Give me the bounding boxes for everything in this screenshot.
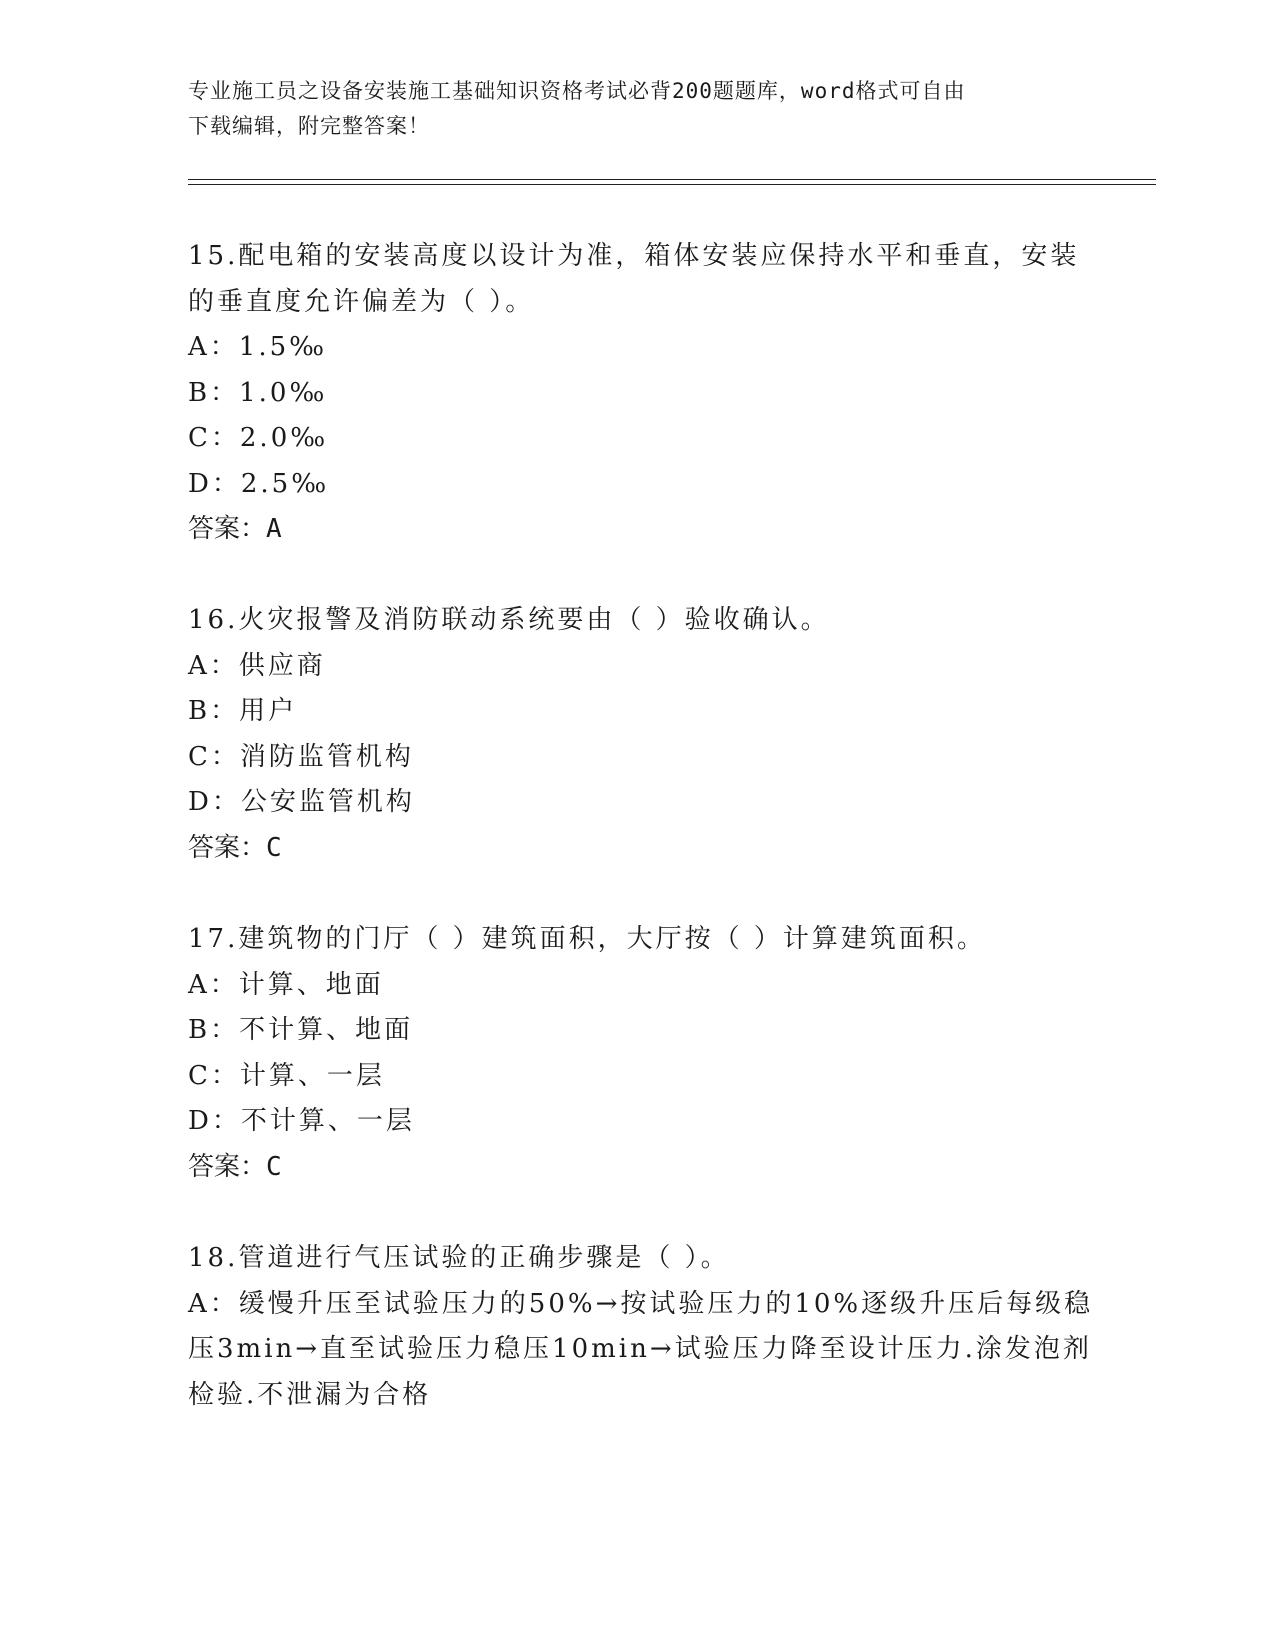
question-16 (188, 598, 1088, 871)
option-a-line: 检验.不泄漏为合格 (188, 1379, 432, 1410)
question-17 (188, 917, 1088, 1190)
document-header (188, 74, 1088, 144)
header-divider-bottom (188, 184, 1156, 185)
option-d: D：不计算、一层 (188, 1106, 415, 1136)
answer-label: 答案：C (188, 832, 282, 863)
option-c: C：2.0‰ (188, 423, 329, 453)
option-a: A：供应商 (188, 650, 326, 681)
option-a: A：计算、地面 (188, 969, 384, 1000)
option-b: B：1.0‰ (188, 377, 328, 408)
answer-label: 答案：A (188, 514, 282, 544)
option-b: B：不计算、地面 (188, 1015, 414, 1045)
header-divider-top (188, 179, 1156, 180)
option-b: B：用户 (188, 696, 298, 726)
question-stem-line: 18.管道进行气压试验的正确步骤是（ ）。 (188, 1243, 730, 1273)
question-15 (188, 234, 1088, 553)
header-line-1: 专业施工员之设备安装施工基础知识资格考试必背200题题库，word格式可自由 (188, 79, 966, 103)
header-line-2: 下载编辑，附完整答案！ (188, 114, 430, 138)
question-stem-line: 17.建筑物的门厅（ ）建筑面积，大厅按（ ）计算建筑面积。 (188, 924, 986, 954)
question-18 (188, 1236, 1094, 1418)
option-a-line: 压3min→直至试验压力稳压10min→试验压力降至设计压力.涂发泡剂 (188, 1334, 1092, 1364)
option-a-line: A：缓慢升压至试验压力的50%→按试验压力的10%逐级升压后每级稳 (188, 1288, 1094, 1319)
question-stem-line: 16.火灾报警及消防联动系统要由（ ）验收确认。 (188, 605, 830, 635)
answer-label: 答案：C (188, 1151, 282, 1182)
question-stem-line: 的垂直度允许偏差为（ ）。 (188, 286, 535, 317)
option-d: D：2.5‰ (188, 468, 330, 499)
option-c: C：计算、一层 (188, 1060, 385, 1091)
option-d: D：公安监管机构 (188, 787, 415, 817)
question-stem-line: 15.配电箱的安装高度以设计为准，箱体安装应保持水平和垂直，安装 (188, 241, 1080, 271)
option-a: A：1.5‰ (188, 332, 328, 362)
option-c: C：消防监管机构 (188, 741, 414, 772)
